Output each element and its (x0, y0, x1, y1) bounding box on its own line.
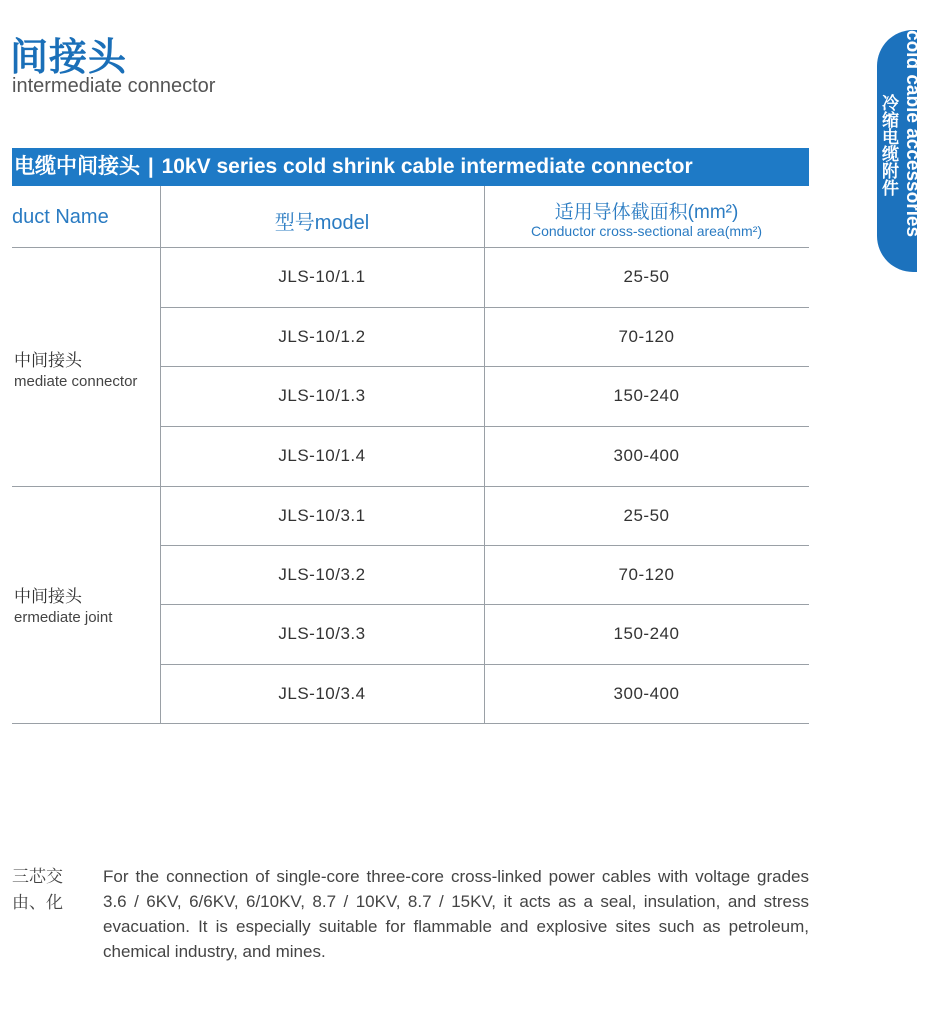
table-title-en: 10kV series cold shrink cable intermediate connector (161, 155, 693, 178)
grid-line (160, 545, 809, 546)
column-header-area-cn: 适用导体截面积(mm²) (554, 202, 739, 223)
area-cell: 70-120 (618, 327, 675, 346)
group-label-cn: 中间接头 (14, 351, 82, 370)
model-cell: JLS-10/1.1 (278, 267, 366, 286)
grid-line (12, 723, 809, 724)
group-label-cn: 中间接头 (14, 587, 82, 606)
group-label (14, 346, 137, 390)
grid-line (160, 604, 809, 605)
area-cell: 25-50 (623, 267, 670, 286)
grid-line (160, 426, 809, 427)
column-header-area-en: Conductor cross-sectional area(mm²) (530, 223, 763, 239)
description-en: For the connection of single-core three-core cross-linked power cables with voltage grades 3.6 / 6KV, 6/6KV, 6/10KV, 8.7 / 10KV, 8.7 / 15KV, it acts as a seal, insulation, and stress evacuation. It is especially suitable for flammable and explosive sites such as petroleum, chemical industry, and mines. (103, 867, 809, 961)
group-label (14, 582, 112, 626)
grid-line (160, 366, 809, 367)
grid-line (12, 247, 809, 248)
model-cell: JLS-10/1.3 (278, 386, 366, 405)
table-title-bar (12, 148, 809, 186)
grid-line (12, 486, 809, 487)
side-category-tab (877, 30, 923, 272)
area-cell: 300-400 (613, 684, 680, 703)
area-cell: 150-240 (613, 386, 680, 405)
description-cn (12, 864, 63, 916)
group-label-en: ermediate joint (14, 609, 113, 626)
table-title-separator: | (147, 155, 154, 178)
model-cell: JLS-10/3.4 (278, 684, 366, 703)
model-cell: JLS-10/1.2 (278, 327, 366, 346)
group-label-en: mediate connector (14, 373, 138, 390)
grid-line (160, 664, 809, 665)
page-subtitle: intermediate connector (12, 75, 216, 97)
area-cell: 300-400 (613, 446, 680, 465)
grid-line (160, 307, 809, 308)
side-tab-en-label: cold cable accessories (902, 30, 923, 238)
side-tab-cn-label: 冷缩电缆附件 (879, 94, 898, 196)
area-cell: 25-50 (623, 506, 670, 525)
model-cell: JLS-10/1.4 (278, 446, 366, 465)
column-header-model: 型号model (274, 212, 370, 234)
model-cell: JLS-10/3.2 (278, 565, 366, 584)
table-title-cn: 电缆中间接头 (14, 155, 140, 178)
page-title: 间接头 (10, 37, 128, 79)
column-header-product-name: duct Name (12, 206, 109, 228)
description-cn-line: 由、化 (12, 893, 63, 912)
model-cell: JLS-10/3.3 (278, 624, 366, 643)
area-cell: 70-120 (618, 565, 675, 584)
description-cn-line: 三芯交 (12, 867, 63, 886)
model-cell: JLS-10/3.1 (278, 506, 366, 525)
area-cell: 150-240 (613, 624, 680, 643)
